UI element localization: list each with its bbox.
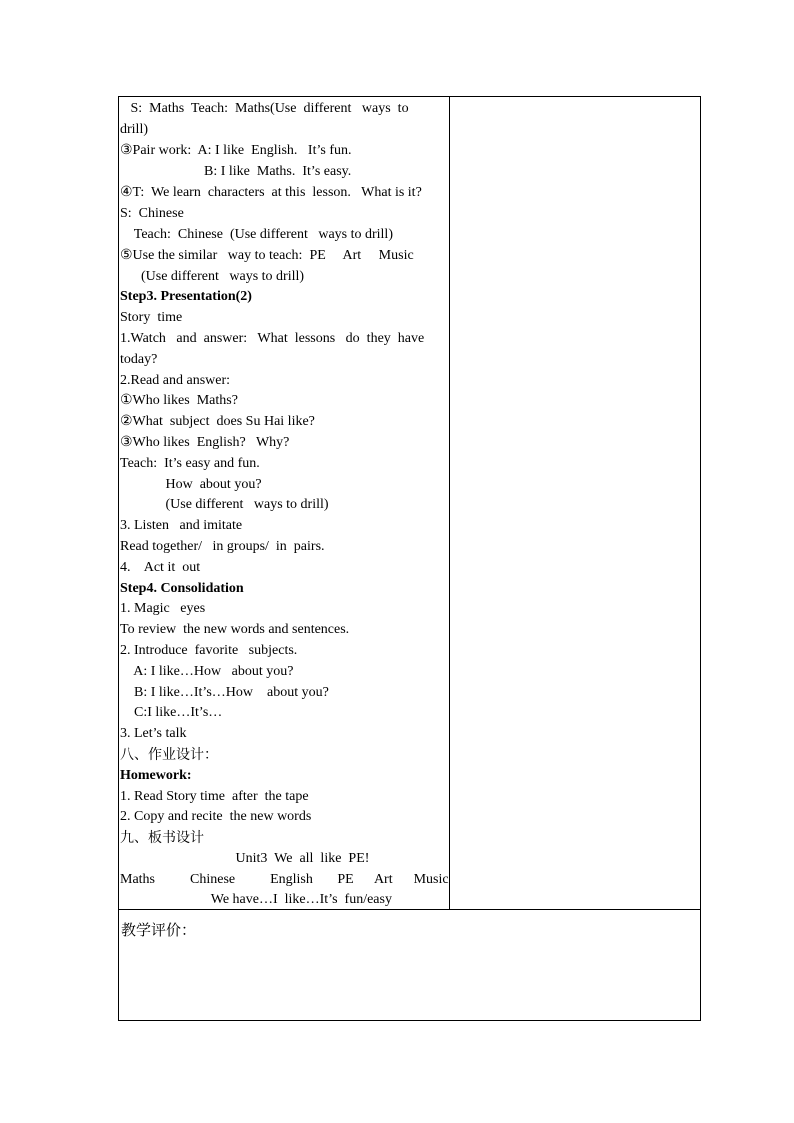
text-line: 2. Introduce favorite subjects. xyxy=(120,643,298,658)
lesson-plan-table xyxy=(118,96,701,1021)
text-line: B: I like…It’s…How about you? xyxy=(120,685,329,700)
text-line: 1. Magic eyes xyxy=(120,601,206,616)
text-line: A: I like…How about you? xyxy=(120,664,294,679)
text-line: ①Who likes Maths? xyxy=(120,393,238,408)
text-line: To review the new words and sentences. xyxy=(120,622,350,637)
text-line: 4. Act it out xyxy=(120,560,201,575)
section-heading: 八、作业设计： xyxy=(120,747,218,763)
board-title: Unit3 We all like PE! xyxy=(120,851,370,866)
text-line: B: I like Maths. It’s easy. xyxy=(120,164,352,179)
text-line: 3. Let’s talk xyxy=(120,726,187,741)
text-line: (Use different ways to drill) xyxy=(120,497,329,512)
text-line: 1. Read Story time after the tape xyxy=(120,789,309,804)
text-line: Teach: Chinese (Use different ways to drill) xyxy=(120,227,393,242)
teaching-evaluation-label: 教学评价： xyxy=(121,921,197,939)
text-line: Teach: It’s easy and fun. xyxy=(120,456,260,471)
text-line: Read together/ in groups/ in pairs. xyxy=(120,539,325,554)
text-line: 1.Watch and answer: What lessons do they have xyxy=(120,331,425,346)
section-heading: Homework: xyxy=(120,768,192,783)
text-line: Story time xyxy=(120,310,183,325)
text-line: (Use different ways to drill) xyxy=(120,269,305,284)
text-line: today? xyxy=(120,352,158,367)
text-line: ⑤Use the similar way to teach: PE Art Music xyxy=(120,248,414,263)
text-line: drill) xyxy=(120,122,148,137)
text-line: ④T: We learn characters at this lesson. What is it? xyxy=(120,185,422,200)
text-line: How about you? xyxy=(120,477,262,492)
text-line: S: Maths Teach: Maths(Use different ways to xyxy=(120,101,409,116)
section-heading: Step3. Presentation(2) xyxy=(120,289,252,304)
text-line: 3. Listen and imitate xyxy=(120,518,243,533)
text-line: ②What subject does Su Hai like? xyxy=(120,414,315,429)
section-heading: Step4. Consolidation xyxy=(120,581,244,596)
board-subjects: Maths Chinese English PE Art Music xyxy=(120,872,449,887)
text-line: 2. Copy and recite the new words xyxy=(120,809,312,824)
text-line: ③Pair work: A: I like English. It’s fun. xyxy=(120,143,352,158)
text-line: 2.Read and answer: xyxy=(120,373,231,388)
text-line: S: Chinese xyxy=(120,206,184,221)
text-line: ③Who likes English? Why? xyxy=(120,435,290,450)
text-line: C:I like…It’s… xyxy=(120,705,223,720)
notes-cell xyxy=(450,97,700,909)
board-sentences: We have…I like…It’s fun/easy xyxy=(120,892,392,907)
section-heading: 九、板书设计 xyxy=(120,830,204,846)
